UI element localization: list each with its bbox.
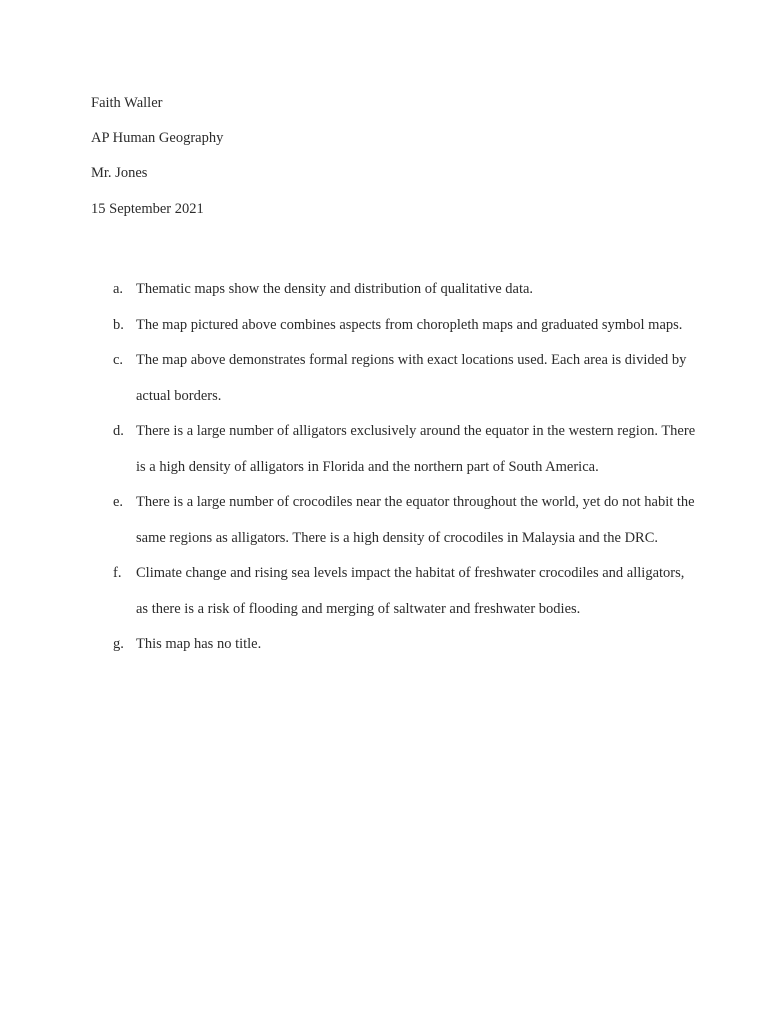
list-item-text: Thematic maps show the density and distribution of qualitative data.: [136, 281, 534, 297]
list-marker: f.: [113, 565, 122, 581]
list-item-text: Climate change and rising sea levels impact the habitat of freshwater crocodiles and alligators, as there is a risk of flooding and merging of saltwater and freshwater bodies.: [136, 565, 685, 617]
list-item: [0, 343, 768, 414]
list-marker: c.: [113, 352, 124, 368]
list-item: [0, 272, 768, 308]
list-item: [0, 485, 768, 556]
list-item-text: The map above demonstrates formal regions with exact locations used. Each area is divided by actual borders.: [136, 352, 687, 404]
list-marker: a.: [113, 281, 124, 297]
list-item: [0, 627, 768, 663]
list-marker: d.: [113, 423, 124, 439]
document-date: 15 September 2021: [91, 201, 204, 217]
list-item: [0, 556, 768, 627]
list-item-text: There is a large number of crocodiles near the equator throughout the world, yet do not habit the same regions as alligators. There is a high density of crocodiles in Malaysia and the DRC.: [136, 494, 695, 546]
student-name: Faith Waller: [91, 95, 163, 111]
list-item: [0, 414, 768, 485]
list-marker: g.: [113, 636, 124, 652]
list-marker: e.: [113, 494, 124, 510]
teacher-name: Mr. Jones: [91, 165, 148, 181]
answer-list: [0, 272, 768, 663]
course-name: AP Human Geography: [91, 130, 224, 146]
list-item-text: This map has no title.: [136, 636, 262, 652]
list-marker: b.: [113, 316, 124, 333]
list-item: [0, 308, 768, 344]
list-item-text: The map pictured above combines aspects from choropleth maps and graduated symbol maps.: [136, 316, 683, 333]
list-item-text: There is a large number of alligators exclusively around the equator in the western region. There is a high density of alligators in Florida and the northern part of South America.: [136, 423, 696, 475]
